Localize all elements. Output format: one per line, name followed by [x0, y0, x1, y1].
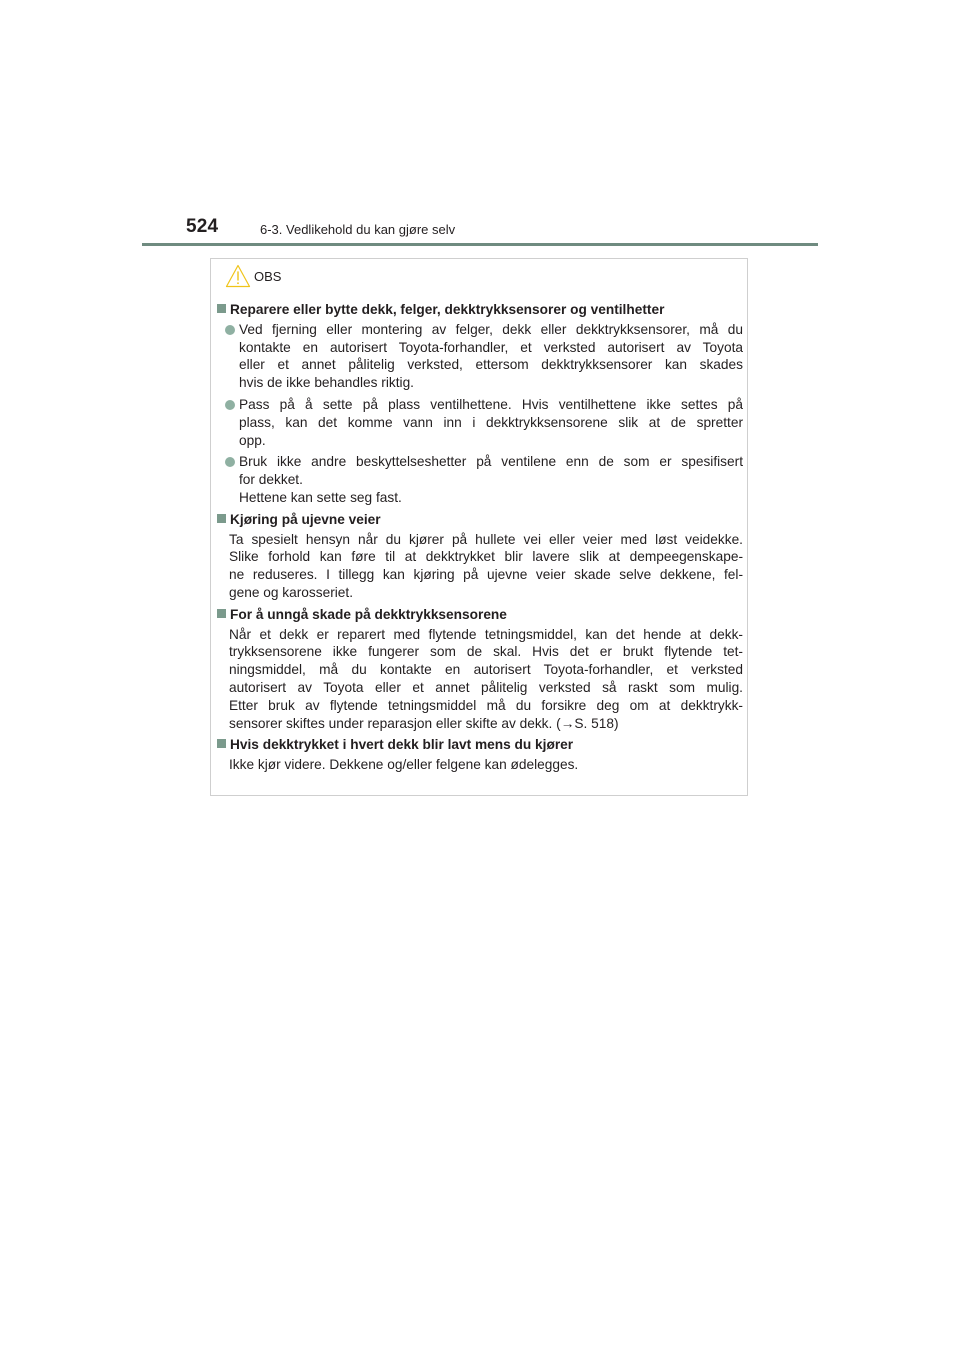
section-heading: Hvis dekktrykket i hvert dekk blir lavt mens du kjører	[217, 736, 745, 754]
notice-section-sensor-damage	[217, 606, 745, 733]
bullet-text: Pass på å sette på plass ventilhettene. Hvis ventilhettene ikke settes på plass, kan det komme vann inn i dekktrykksensorene slik at de spretter opp.	[239, 396, 743, 448]
square-bullet-icon	[217, 304, 226, 313]
list-item	[217, 453, 745, 506]
square-bullet-icon	[217, 739, 226, 748]
notice-section-low-pressure	[217, 736, 745, 774]
bullet-text: Ved fjerning eller montering av felger, dekk eller dekktrykksensorer, må du kontakte en autorisert Toyota-forhandler, et verksted autorisert av Toyota eller et annet pålitelig verksted, ettersom dekktrykksensorer kan skades hvis de ikke behandles riktig.	[239, 321, 743, 391]
section-heading: Kjøring på ujevne veier	[217, 511, 745, 529]
section-body: Ta spesielt hensyn når du kjører på hullete vei eller veier med løst veidekke. Slike forhold kan føre til at dekktrykket blir lavere slik at dempeegenskape- ne reduseres. I tillegg kan kjøring på ujevne veier skade selve dekkene, fel- gene og karosseriet.	[229, 531, 743, 600]
list-item	[217, 396, 745, 449]
list-item	[217, 321, 745, 392]
round-bullet-icon	[225, 400, 235, 410]
warning-triangle-icon	[225, 264, 251, 288]
square-bullet-icon	[217, 514, 226, 523]
header-divider	[142, 243, 818, 246]
section-body: Ikke kjør videre. Dekkene og/eller felgene kan ødelegges.	[229, 757, 579, 773]
round-bullet-icon	[225, 457, 235, 467]
notice-box	[210, 258, 748, 796]
section-heading: For å unngå skade på dekktrykksensorene	[217, 606, 745, 624]
section-body: Når et dekk er reparert med flytende tetningsmiddel, kan det hende at dekk- trykksensorene ikke fungerer som de skal. Hvis det er brukt flytende tet- ningsmiddel, må du kontakte en autorisert Toyota-forhandler, et verksted autorisert av Toyota eller et annet pålitelig verksted så raskt som mulig. Etter bruk av flytende tetningsmiddel må du forsikre deg om at dekktrykk- sensorer skiftes under reparasjon eller skifte av dekk. (→S. 518)	[229, 626, 743, 731]
square-bullet-icon	[217, 609, 226, 618]
notice-content	[217, 301, 745, 774]
section-title: 6-3. Vedlikehold du kan gjøre selv	[260, 222, 456, 237]
bullet-text: Bruk ikke andre beskyttelseshetter på ventilene enn de som er spesifisert for dekket. Hettene kan sette seg fast.	[239, 454, 743, 505]
notice-section-rough-roads	[217, 511, 745, 602]
notice-label: OBS	[254, 268, 282, 284]
round-bullet-icon	[225, 325, 235, 335]
page-number: 524	[186, 216, 219, 237]
section-heading: Reparere eller bytte dekk, felger, dekktrykksensorer og ventilhetter	[217, 301, 745, 319]
notice-section-tire-repair	[217, 301, 745, 507]
notice-header	[225, 263, 281, 289]
